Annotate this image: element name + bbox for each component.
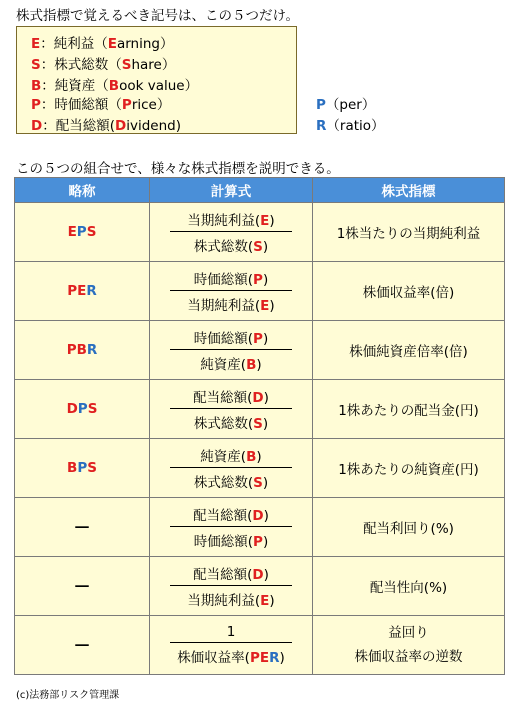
indicator-text: 配当利回り(%) (363, 521, 454, 537)
formula-fraction (170, 268, 292, 314)
table-body (15, 203, 505, 675)
text-segment: E (260, 593, 270, 609)
text-segment: P (249, 650, 260, 666)
legend-item-earning: E：純利益（Earning） (31, 36, 174, 52)
table-row (15, 203, 505, 262)
text-segment: P (67, 283, 78, 299)
formula-numerator (170, 327, 292, 350)
legend-item-price: P：時価総額（Price） (31, 97, 171, 113)
formula-cell (150, 498, 313, 557)
text-segment: 時価総額( (193, 331, 254, 347)
indicator-cell (313, 439, 505, 498)
indicator-cell (313, 498, 505, 557)
text-segment: B (246, 357, 257, 373)
formula-denominator (170, 527, 292, 550)
formula-numerator (170, 504, 292, 527)
formula-denominator (170, 350, 292, 373)
text-segment: P (253, 331, 263, 347)
formula-cell (150, 203, 313, 262)
text-segment: E (260, 213, 270, 229)
text-segment: D (66, 401, 78, 417)
formula-cell (150, 321, 313, 380)
text-segment: ) (262, 475, 269, 491)
indicator-cell (313, 262, 505, 321)
indicator-text: 株価収益率の逆数 (354, 649, 463, 665)
text-segment: 株式総数( (193, 239, 254, 255)
abbr-cell (15, 498, 150, 557)
text-segment: ) (263, 567, 269, 583)
symbol-legend-box (16, 26, 297, 134)
intro-text: 株式指標で覚えるべき記号は、この５つだけ。 (16, 8, 299, 24)
text-segment: ) (269, 593, 275, 609)
text-segment: 株式総数( (193, 475, 254, 491)
side-symbol-ratio: R（ratio） (316, 118, 385, 134)
table-caption: この５つの組合せで、様々な株式指標を説明できる。 (16, 161, 340, 177)
text-segment: 配当総額( (193, 567, 253, 583)
formula-numerator (170, 209, 292, 232)
formula-cell (150, 439, 313, 498)
formula-fraction (170, 445, 292, 491)
formula-fraction (170, 563, 292, 609)
text-segment: E (67, 224, 77, 240)
indicator-text: 株価純資産倍率(倍) (349, 344, 468, 360)
header-indicator: 株式指標 (313, 178, 505, 203)
text-segment: 当期純利益( (187, 213, 261, 229)
formula-denominator (170, 586, 292, 609)
formula-cell (150, 262, 313, 321)
text-segment: 株価収益率( (177, 650, 250, 666)
indicator-cell (313, 380, 505, 439)
text-segment: B (67, 460, 78, 476)
text-segment: P (253, 534, 263, 550)
abbr-cell (15, 380, 150, 439)
indicator-text: 1株あたりの配当金(円) (338, 403, 479, 419)
indicator-cell (313, 616, 505, 675)
text-segment: B (76, 342, 87, 358)
header-formula: 計算式 (150, 178, 313, 203)
text-segment: E (260, 298, 270, 314)
text-segment: ) (262, 534, 269, 550)
text-segment: S (253, 416, 263, 432)
formula-cell (150, 380, 313, 439)
text-segment: D (252, 508, 264, 524)
formula-numerator (170, 386, 292, 409)
table-row (15, 380, 505, 439)
indicator-cell (313, 557, 505, 616)
indicator-text: 1株当たりの当期純利益 (336, 226, 481, 242)
abbr-cell (15, 203, 150, 262)
text-segment: S (86, 224, 97, 240)
text-segment: P (253, 272, 263, 288)
text-segment: ― (75, 637, 89, 653)
text-segment: ) (263, 508, 269, 524)
text-segment: S (253, 239, 263, 255)
text-segment: ― (75, 578, 89, 594)
formula-denominator (170, 468, 292, 491)
text-segment: R (269, 650, 280, 666)
text-segment: D (252, 567, 264, 583)
abbr-cell (15, 321, 150, 380)
text-segment: E (259, 650, 270, 666)
text-segment: ) (262, 239, 269, 255)
text-segment: 配当総額( (193, 390, 253, 406)
text-segment: S (253, 475, 263, 491)
abbr-cell (15, 557, 150, 616)
text-segment: P (77, 401, 88, 417)
text-segment: ) (269, 298, 275, 314)
formula-numerator (170, 624, 292, 643)
formula-numerator (170, 563, 292, 586)
text-segment: 1 (226, 624, 236, 640)
text-segment: S (87, 401, 98, 417)
legend-item-share: S：株式総数（Share） (31, 57, 176, 73)
formula-fraction (170, 327, 292, 373)
formula-fraction (170, 209, 292, 255)
formula-numerator (170, 445, 292, 468)
header-abbr: 略称 (15, 178, 150, 203)
text-segment: ― (75, 519, 89, 535)
table-header-row (15, 178, 505, 203)
text-segment: ) (256, 449, 262, 465)
formula-denominator (170, 232, 292, 255)
indicator-text: 益回り (388, 625, 429, 641)
text-segment: ) (262, 416, 269, 432)
text-segment: R (86, 283, 97, 299)
text-segment: 時価総額( (193, 534, 254, 550)
formula-fraction (170, 386, 292, 432)
text-segment: B (246, 449, 257, 465)
text-segment: ) (262, 331, 269, 347)
text-segment: P (76, 224, 87, 240)
text-segment: 時価総額( (193, 272, 254, 288)
table-row (15, 616, 505, 675)
text-segment: 純資産( (200, 357, 247, 373)
table-row (15, 321, 505, 380)
formula-fraction (170, 624, 292, 666)
text-segment: ) (263, 390, 269, 406)
indicator-cell (313, 321, 505, 380)
table-row (15, 262, 505, 321)
table-row (15, 498, 505, 557)
text-segment: R (86, 342, 98, 358)
indicator-text: 1株あたりの純資産(円) (338, 462, 479, 478)
indicator-text: 株価収益率(倍) (362, 285, 455, 301)
legend-item-dividend: D：配当総額(Dividend) (31, 118, 181, 134)
formula-cell (150, 557, 313, 616)
text-segment: 当期純利益( (187, 593, 261, 609)
text-segment: ) (279, 650, 285, 666)
text-segment: 配当総額( (193, 508, 253, 524)
table-row (15, 557, 505, 616)
text-segment: ) (269, 213, 275, 229)
text-segment: ) (256, 357, 262, 373)
text-segment: S (87, 460, 97, 476)
text-segment: 純資産( (200, 449, 247, 465)
formula-denominator (170, 409, 292, 432)
indicator-table (14, 177, 505, 675)
text-segment: P (77, 460, 88, 476)
formula-denominator (170, 291, 292, 314)
text-segment: ) (262, 272, 269, 288)
formula-denominator (170, 643, 292, 666)
side-symbol-per: P（per） (316, 97, 376, 113)
indicator-cell (313, 203, 505, 262)
indicator-text: 配当性向(%) (369, 580, 448, 596)
abbr-cell (15, 439, 150, 498)
text-segment: E (77, 283, 87, 299)
legend-item-book-value: B：純資産（Book value） (31, 78, 199, 94)
abbr-cell (15, 616, 150, 675)
text-segment: 当期純利益( (187, 298, 261, 314)
abbr-cell (15, 262, 150, 321)
formula-cell (150, 616, 313, 675)
text-segment: 株式総数( (193, 416, 254, 432)
copyright-footer: (c)法務部リスク管理課 (16, 690, 120, 701)
formula-fraction (170, 504, 292, 550)
table-row (15, 439, 505, 498)
text-segment: D (252, 390, 264, 406)
text-segment: P (66, 342, 77, 358)
formula-numerator (170, 268, 292, 291)
